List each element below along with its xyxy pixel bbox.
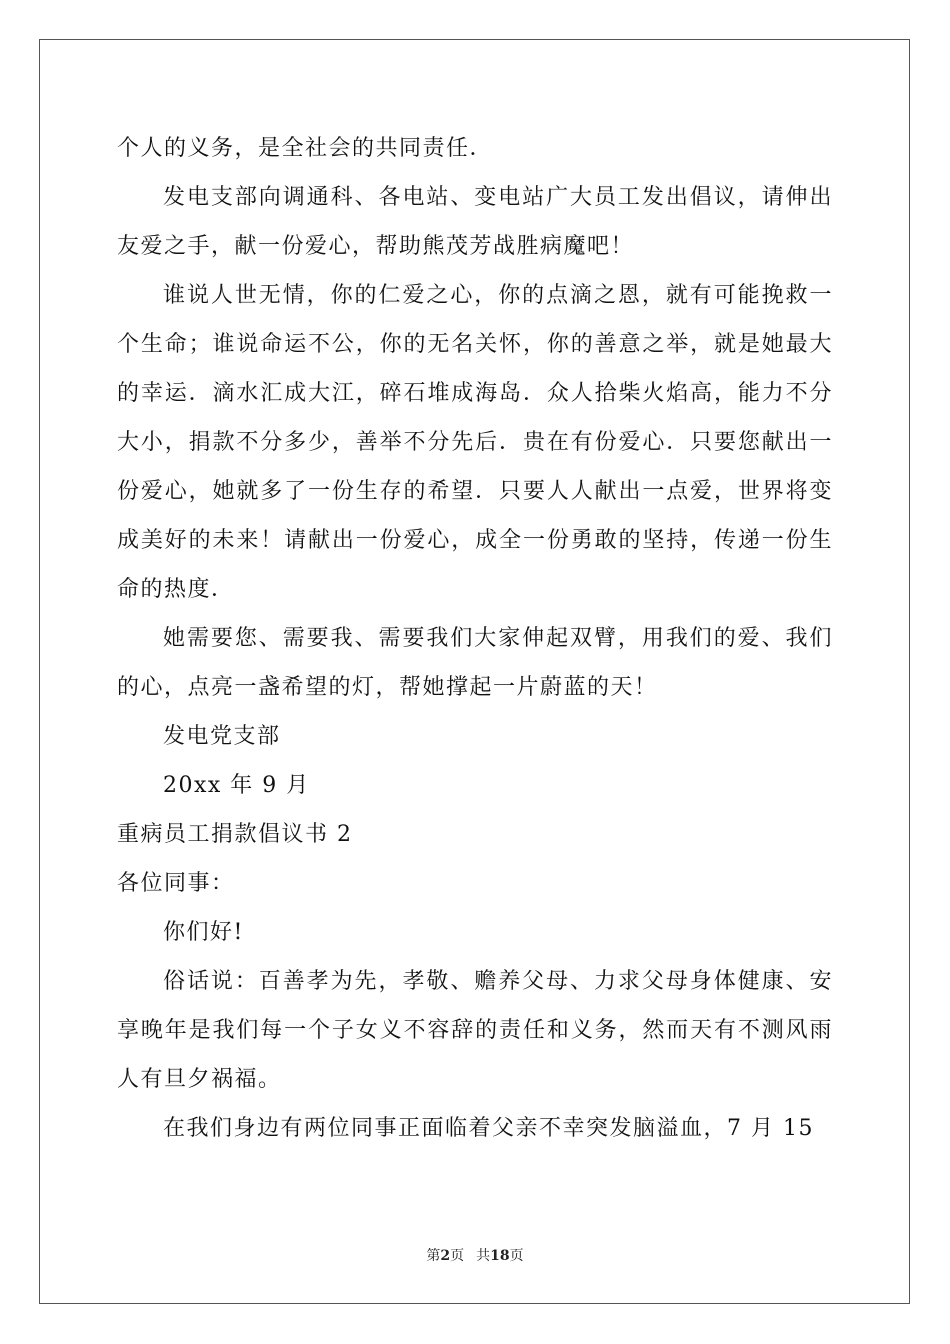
page-suffix: 页	[450, 1248, 465, 1264]
page-prefix: 第	[426, 1248, 441, 1264]
page-footer	[0, 1246, 950, 1266]
paragraph-2: 发电支部向调通科、各电站、变电站广大员工发出倡议，请伸出友爱之手，献一份爱心，帮助熊茂芳战胜病魔吧！	[117, 185, 833, 259]
signature-org: 发电党支部	[163, 724, 281, 749]
signature-date: 20xx 年 9 月	[163, 773, 310, 798]
paragraph-3: 谁说人世无情，你的仁爱之心，你的点滴之恩，就有可能挽救一个生命；谁说命运不公，你的无名关怀，你的善意之举，就是她最大的幸运．滴水汇成大江，碎石堆成海岛．众人拾柴火焰高，能力不分大小，捐款不分多少，善举不分先后．贵在有份爱心．只要您献出一份爱心，她就多了一份生存的希望．只要人人献出一点爱，世界将变成美好的未来！请献出一份爱心，成全一份勇敢的坚持，传递一份生命的热度．	[117, 283, 833, 602]
page-number: 2	[440, 1248, 451, 1264]
paragraph-1: 个人的义务，是全社会的共同责任．	[117, 136, 494, 161]
section-title: 重病员工捐款倡议书 2	[117, 822, 353, 847]
paragraph-10: 俗话说：百善孝为先，孝敬、赡养父母、力求父母身体健康、安享晚年是我们每一个子女义不容辞的责任和义务，然而天有不测风雨人有旦夕祸福。	[117, 969, 833, 1092]
document-body	[117, 124, 833, 1153]
total-pages: 18	[490, 1248, 510, 1264]
paragraph-4: 她需要您、需要我、需要我们大家伸起双臂，用我们的爱、我们的心，点亮一盏希望的灯，帮她撑起一片蔚蓝的天！	[117, 626, 833, 700]
paragraph-11: 在我们身边有两位同事正面临着父亲不幸突发脑溢血，7 月 15	[163, 1116, 814, 1141]
total-suffix: 页	[509, 1248, 524, 1264]
greeting: 你们好!	[163, 920, 244, 945]
total-prefix: 共	[476, 1248, 491, 1264]
salutation: 各位同事：	[117, 871, 235, 896]
